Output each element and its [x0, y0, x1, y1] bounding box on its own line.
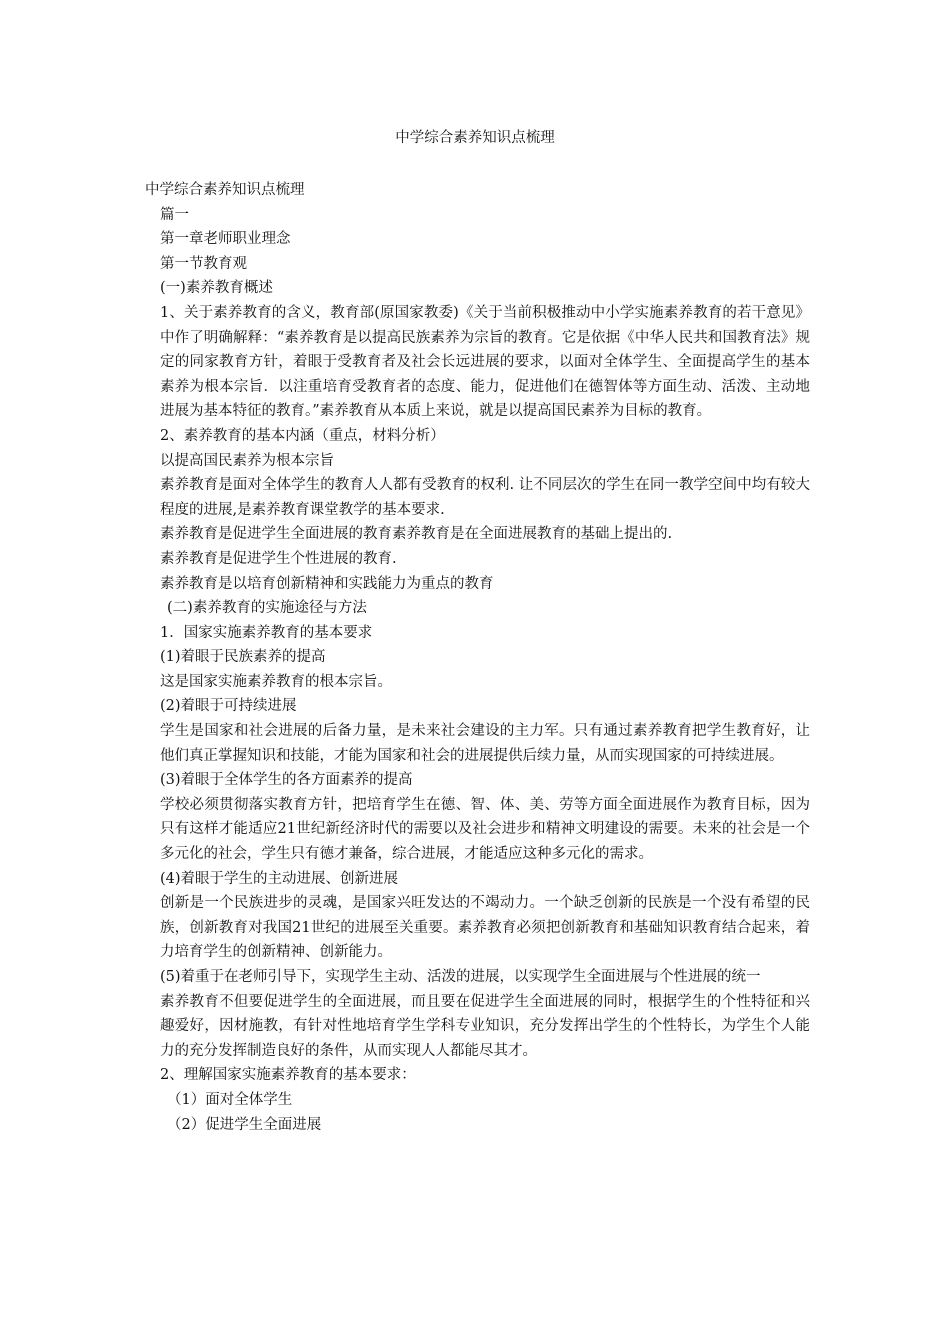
document-paragraph: 这是国家实施素养教育的根本宗旨。: [160, 673, 392, 690]
document-paragraph: （2）促进学生全面进展: [167, 1116, 322, 1133]
document-paragraph: 2、理解国家实施素养教育的基本要求：: [160, 1067, 416, 1084]
document-paragraph: 创新是一个民族进步的灵魂，是国家兴旺发达的不竭动力。一个缺乏创新的民族是一个没有希望的民族，创新教育对我国21世纪的进展至关重要。素养教育必须把创新教育和基础知识教育结合起来，着力培育学生的创新精神、创新能力。: [160, 895, 810, 961]
document-paragraph: （1）面对全体学生: [167, 1091, 293, 1108]
document-paragraph: 素养教育不但要促进学生的全面进展，而且要在促进学生全面进展的同时，根据学生的个性特征和兴趣爱好，因材施教，有针对性地培育学生学科专业知识，充分发挥出学生的个性特长，为学生个人能力的充分发挥制造良好的条件，从而实现人人都能尽其才。: [160, 993, 810, 1059]
document-paragraph: 1．国家实施素养教育的基本要求: [160, 624, 373, 641]
document-body: [145, 178, 810, 1137]
document-paragraph: 第一章老师职业理念: [160, 231, 291, 248]
document-paragraph: 篇一: [160, 206, 189, 223]
document-paragraph: (一)素养教育概述: [160, 280, 273, 297]
document-paragraph: (二)素养教育的实施途径与方法: [167, 600, 367, 617]
document-paragraph: 中学综合素养知识点梳理: [145, 182, 305, 198]
document-paragraph: 1、关于素养教育的含义，教育部(原国家教委)《关于当前积极推动中小学实施素养教育的若干意见》中作了明确解释：“素养教育是以提高民族素养为宗旨的教育。它是依据《中华人民共和国教育法》规定的同家教育方针，着眼于受教育者及社会长远进展的要求，以面对全体学生、全面提高学生的基本素养为根本宗旨．以注重培育受教育者的态度、能力，促进他们在德智体等方面生动、活泼、主动地进展为基本特征的教育。”素养教育从本质上来说，就是以提高国民素养为目标的教育。: [160, 304, 810, 420]
document-paragraph: 素养教育是促进学生全面进展的教育素养教育是在全面进展教育的基础上提出的.: [160, 526, 673, 543]
document-paragraph: 学生是国家和社会进展的后备力量，是未来社会建设的主力军。只有通过素养教育把学生教育好，让他们真正掌握知识和技能，才能为国家和社会的进展提供后续力量，从而实现国家的可持续进展。: [160, 723, 810, 764]
document-paragraph: 素养教育是面对全体学生的教育人人都有受教育的权利. 让不同层次的学生在同一教学空间中均有较大程度的进展,是素养教育课堂教学的基本要求.: [160, 477, 810, 518]
document-paragraph: 素养教育是促进学生个性进展的教育.: [160, 550, 397, 567]
document-title: 中学综合素养知识点梳理: [395, 130, 555, 146]
document-paragraph: (2)着眼于可持续进展: [160, 698, 297, 715]
document-paragraph: (1)着眼于民族素养的提高: [160, 649, 326, 666]
document-paragraph: 第一节教育观: [160, 255, 247, 272]
document-paragraph: (4)着眼于学生的主动进展、创新进展: [160, 870, 399, 887]
document-paragraph: 以提高国民素养为根本宗旨: [160, 452, 334, 469]
document-paragraph: 素养教育是以培育创新精神和实践能力为重点的教育: [160, 575, 494, 592]
document-paragraph: 学校必须贯彻落实教育方针，把培育学生在德、智、体、美、劳等方面全面进展作为教育目标，因为只有这样才能适应21世纪新经济时代的需要以及社会进步和精神文明建设的需要。未来的社会是一个多元化的社会，学生只有德才兼备，综合进展，才能适应这种多元化的需求。: [160, 796, 810, 863]
document-paragraph: 2、素养教育的基本内涵（重点，材料分析）: [160, 427, 445, 444]
document-paragraph: (5)着重于在老师引导下，实现学生主动、活泼的进展，以实现学生全面进展与个性进展的统一: [160, 969, 761, 985]
document-paragraph: (3)着眼于全体学生的各方面素养的提高: [160, 772, 413, 789]
